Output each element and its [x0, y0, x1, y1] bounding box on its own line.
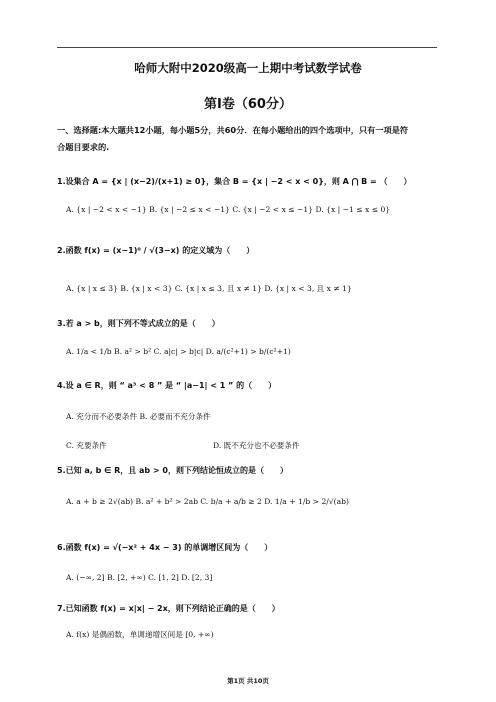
question-3-stem: 3.若 a > b，则下列不等式成立的是（ ）	[57, 319, 220, 328]
question-2-options: A. {x | x ≤ 3} B. {x | x < 3} C. {x | x ≤ 3, 且 x ≠ 1} D. {x | x < 3, 且 x ≠ 1}	[66, 284, 352, 293]
question-7-stem: 7.已知函数 f(x) = x|x| − 2x，则下列结论正确的是（ ）	[57, 604, 280, 613]
question-2-stem: 2.函数 f(x) = (x−1)⁰ / √(3−x) 的定义域为（ ）	[57, 246, 255, 255]
question-3-options: A. 1/a < 1/b B. a² > b² C. a|c| > b|c| D. a/(c²+1) > b/(c²+1)	[66, 347, 291, 356]
section-instructions-line1: 一、选择题:本大题共12小题，每小题5分，共60分．在每小题给出的四个选项中，只有一项是符	[57, 125, 409, 135]
page-footer: 第1页 共10页	[227, 677, 269, 685]
question-5-options: A. a + b ≥ 2√(ab) B. a² + b² > 2ab C. b/a + a/b ≥ 2 D. 1/a + 1/b > 2/√(ab)	[66, 497, 350, 506]
question-4-option-d: D. 既不充分也不必要条件	[213, 441, 300, 450]
question-4-stem: 4.设 a ∈ R，则 “ a³ < 8 ” 是 “ |a−1| < 1 ” 的（ ）	[57, 381, 277, 390]
section-instructions-line2: 合题目要求的.	[57, 142, 110, 152]
exam-title: 哈师大附中2020级高一上期中考试数学试卷	[134, 61, 362, 75]
question-1-stem: 1.设集合 A = {x | (x−2)/(x+1) ≥ 0}，集合 B = {x | −2 < x < 0}，则 A ⋂ B = （ ）	[57, 177, 412, 186]
header-rule	[57, 47, 437, 48]
question-4-options-row1: A. 充分而不必要条件 B. 必要而不充分条件	[66, 412, 211, 421]
question-5-stem: 5.已知 a, b ∈ R，且 ab > 0，则下列结论恒成立的是（ ）	[57, 466, 288, 475]
question-1-options: A. {x | −2 < x < −1} B. {x | −2 ≤ x < −1} C. {x | −2 < x ≤ −1} D. {x | −1 ≤ x ≤ 0}	[66, 205, 391, 214]
part-title: 第Ⅰ卷（60分）	[204, 97, 292, 112]
question-7-option-a: A. f(x) 是偶函数，单调递增区间是 [0, +∞)	[66, 630, 214, 639]
question-6-options: A. (−∞, 2] B. [2, +∞) C. [1, 2] D. [2, 3]	[66, 573, 213, 582]
question-6-stem: 6.函数 f(x) = √(−x² + 4x − 3) 的单调增区间为（ ）	[57, 543, 273, 552]
question-4-option-c: C. 充要条件	[66, 441, 107, 450]
